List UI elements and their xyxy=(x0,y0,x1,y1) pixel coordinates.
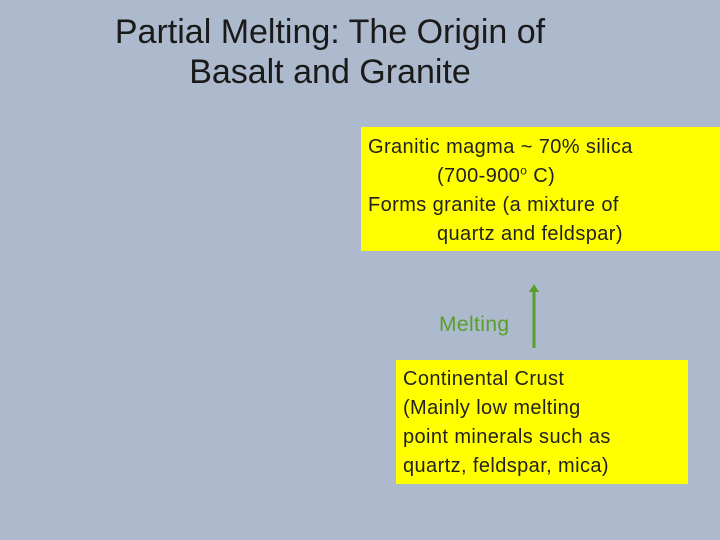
crust-line-2: (Mainly low melting xyxy=(403,397,581,419)
granitic-temperature xyxy=(368,162,720,191)
continental-crust-box xyxy=(396,360,688,484)
melting-label: Melting xyxy=(439,313,510,336)
degree-sup: o xyxy=(520,163,528,178)
temp-pre: (700-900 xyxy=(437,165,521,187)
granitic-magma-box xyxy=(361,127,720,251)
temp-post: C) xyxy=(527,165,556,187)
title-line-1: Partial Melting: The Origin of xyxy=(114,13,546,51)
granitic-line-1: Granitic magma ~ 70% silica xyxy=(368,136,633,158)
melting-arrow-icon xyxy=(524,282,544,350)
crust-line-1: Continental Crust xyxy=(403,368,565,390)
granitic-line-4: quartz and feldspar) xyxy=(437,223,623,245)
slide-title xyxy=(0,12,660,92)
title-line-2: Basalt and Granite xyxy=(189,53,471,91)
crust-line-4: quartz, feldspar, mica) xyxy=(403,455,609,477)
granitic-line-3: Forms granite (a mixture of xyxy=(368,194,619,216)
crust-line-3: point minerals such as xyxy=(403,426,611,448)
arrow-head xyxy=(529,284,539,292)
